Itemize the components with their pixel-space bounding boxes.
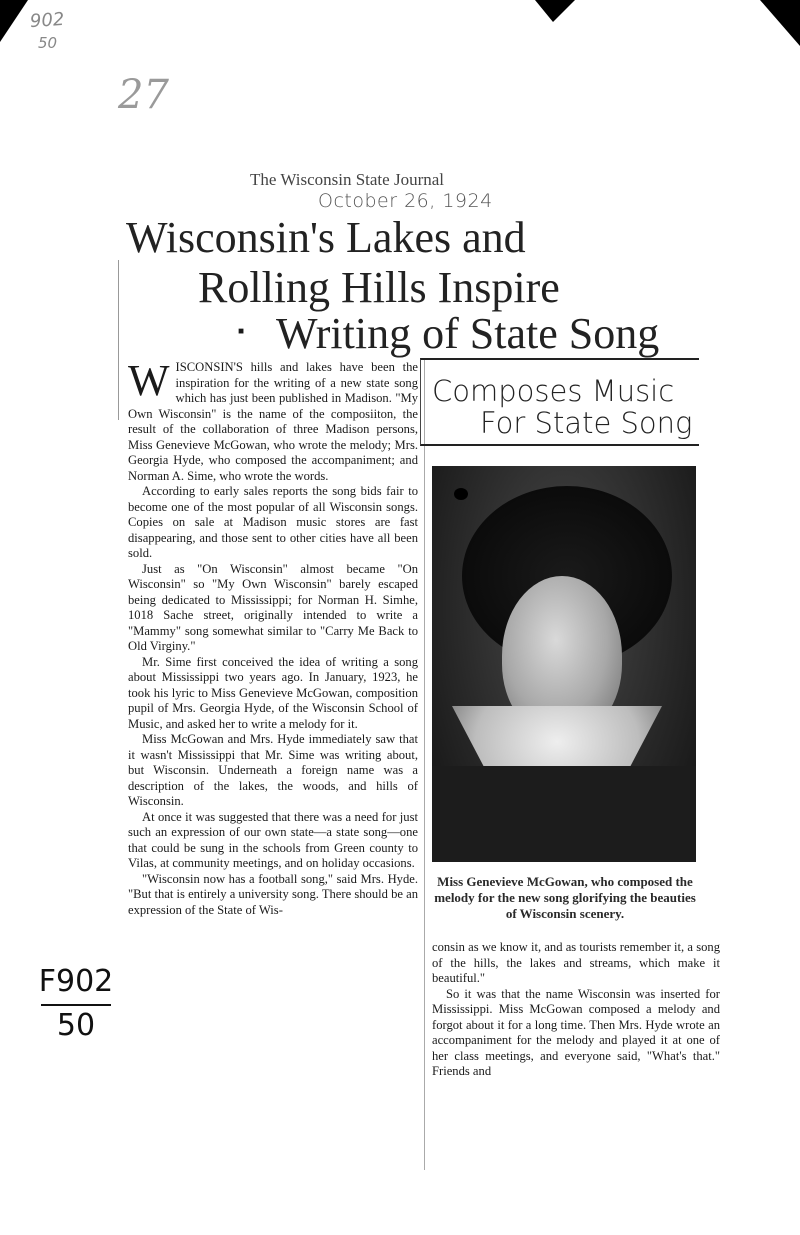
reference-sub: 50 [56, 1008, 96, 1043]
photo-dress [432, 766, 696, 862]
scan-corner-top-right [760, 0, 800, 46]
article-paragraph: Mr. Sime first conceived the idea of writing a song about Mississippi two years ago. In January, 1923, he took his lyric to Miss Genevieve McGowan, composition pupil of Mrs. Georgia Hyde, of the Wisconsin School of Music, and asked her to write a melody for it. [128, 654, 418, 731]
drop-cap: W [128, 356, 170, 405]
reference-number: F902 [38, 964, 114, 999]
reference-rule [41, 1004, 111, 1006]
portrait-photo [432, 466, 696, 862]
bullet-dot: ■ [238, 326, 245, 337]
subheadline-line-1: Composes Music [432, 374, 675, 408]
scan-corner-top-left [0, 0, 28, 42]
article-paragraph [128, 356, 418, 484]
headline-line-2: Rolling Hills Inspire [198, 263, 560, 312]
article-paragraph: Miss McGowan and Mrs. Hyde immediately saw that it wasn't Mississippi that Mr. Sime was writing about, but Wisconsin. Underneath a foreign name was a description of the lakes, the woods, and hills of Wisconsin. [128, 732, 418, 808]
scan-corner-top-middle [535, 0, 575, 22]
left-column-rule [118, 260, 119, 420]
headline-line-3: Writing of State Song [276, 309, 660, 358]
article-paragraph-text: ISCONSIN'S hills and lakes have been the inspiration for the writing of a new state song which has just been published in Madison. "My Own Wisconsin" is the name of the composiiton, the result of the collaboration of three Madison persons, Miss Genevieve McGowan, who wrote the melody; Mrs. Georgia Hyde, who composed the accompaniment; and Norman A. Sime, who wrote the words. [128, 360, 418, 483]
headline-line-1: Wisconsin's Lakes and [126, 213, 526, 262]
newspaper-name: The Wisconsin State Journal [250, 170, 444, 189]
publication-date: October 26, 1924 [318, 190, 493, 212]
article-paragraph: consin as we know it, and as tourists remember it, a song of the hills, the lakes and streams, which make it beautiful." [432, 940, 720, 985]
article-column-1 [128, 356, 418, 918]
article-paragraph: So it was that the name Wisconsin was inserted for Mississippi. Miss McGowan composed a melody and forgot about it for a long time. Then Mrs. Hyde wrote an accompaniment for the melody and played it at one of her class meetings, and everyone said, "What's that." Friends and [432, 986, 720, 1078]
page-number: 27 [118, 72, 169, 118]
archive-reference [28, 966, 124, 1042]
top-scrawl: 902 [29, 8, 66, 33]
article-paragraph: At once it was suggested that there was a need for just such an expression of our own state—a state song—one that could be sung in the schools from Green county to Vilas, at community meetings, and on holiday occasions. [128, 809, 418, 870]
column-divider [424, 360, 425, 1170]
article-paragraph: According to early sales reports the song bids fair to become one of the most popular of all Wisconsin songs. Copies on sale at Madison music stores are fast disappearing, and those sent to other cities have all been sold. [128, 484, 418, 560]
photo-caption: Miss Genevieve McGowan, who composed the melody for the new song glorifying the beauties of Wisconsin scenery. [434, 874, 696, 921]
article-column-2 [432, 940, 720, 1080]
article-paragraph: "Wisconsin now has a football song," said Mrs. Hyde. "But that is entirely a university song. There should be an expression of the State of Wis- [128, 871, 418, 917]
subheadline-line-2: For State Song [480, 406, 693, 440]
article-paragraph: Just as "On Wisconsin" almost became "On Wisconsin" so "My Own Wisconsin" barely escaped being dedicated to Mississippi; for Norman H. Simhe, 1018 Sache street, originally intended to write a "Mammy" song somewhat similar to "Carry Me Back to Old Virginy." [128, 561, 418, 653]
photo-ink-spot [454, 488, 468, 500]
top-scrawl-sub: 50 [38, 34, 58, 52]
